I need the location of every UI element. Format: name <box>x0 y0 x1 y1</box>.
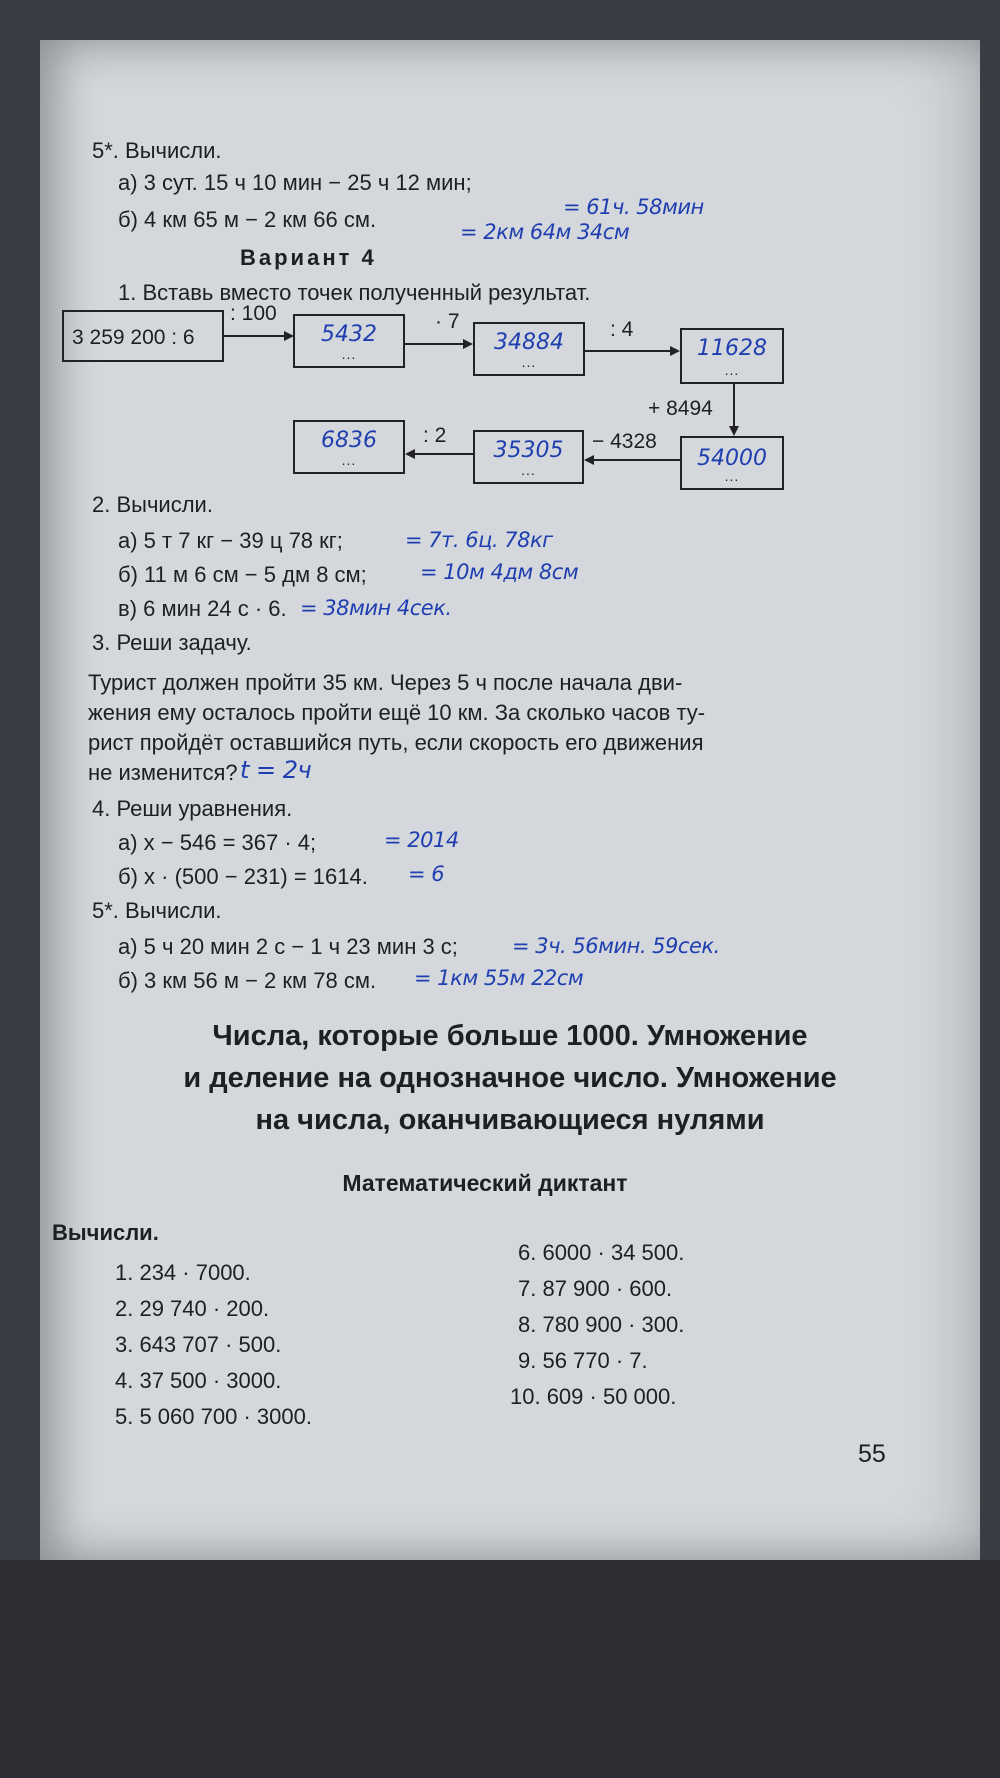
top-exercise-header: 5*. Вычисли. <box>92 138 222 163</box>
dictation-item-9: 9. 56 770 · 7. <box>518 1348 648 1373</box>
section-title-line1: Числа, которые больше 1000. Умножение <box>212 1020 808 1052</box>
dictation-item-7: 7. 87 900 · 600. <box>518 1276 673 1301</box>
start-expression: 3 259 200 : 6 <box>72 326 195 349</box>
result-box-2-dots: ... <box>521 354 537 370</box>
op-divide-2: : 2 <box>423 424 447 447</box>
section-title-line3: на числа, оканчивающиеся нулями <box>255 1104 765 1136</box>
dictation-item-10: 10. 609 · 50 000. <box>510 1384 677 1409</box>
dictation-instruction: Вычисли. <box>52 1220 159 1245</box>
result-box-2-value: 34884 <box>494 330 564 355</box>
result-box-4-value: 54000 <box>697 446 767 471</box>
task2-header: 2. Вычисли. <box>92 492 213 517</box>
dictation-item-8: 8. 780 900 · 300. <box>518 1312 685 1337</box>
arrow-5 <box>584 454 680 466</box>
dictation-item-4: 4. 37 500 · 3000. <box>115 1368 282 1393</box>
result-box-6-value: 6836 <box>321 428 377 453</box>
task4-a-answer: = 2014 <box>384 828 459 852</box>
task3-header: 3. Реши задачу. <box>92 630 252 655</box>
top-exercise-b-answer: = 2км 64м 34см <box>460 220 630 244</box>
task4-header: 4. Реши уравнения. <box>92 796 293 821</box>
task4-b-answer: = 6 <box>408 862 445 886</box>
top-exercise-b: б) 4 км 65 м − 2 км 66 см. <box>118 207 377 232</box>
task2-a-answer: = 7т. 6ц. 78кг <box>405 528 553 552</box>
task5-b: б) 3 км 56 м − 2 км 78 см. <box>118 968 377 993</box>
result-box-5 <box>473 430 584 484</box>
task5-a-answer: = 3ч. 56мин. 59сек. <box>512 934 720 958</box>
task3-line4: не изменится? <box>88 760 238 785</box>
result-box-6-dots: ... <box>341 452 357 468</box>
result-box-1-dots: ... <box>341 346 357 362</box>
task4-b: б) x · (500 − 231) = 1614. <box>118 864 368 889</box>
task3-line1: Турист должен пройти 35 км. Через 5 ч после начала дви- <box>88 670 683 695</box>
section-title-line2: и деление на однозначное число. Умножение <box>183 1062 837 1094</box>
background-surface <box>0 1560 1000 1778</box>
dictation-item-5: 5. 5 060 700 · 3000. <box>115 1404 312 1429</box>
arrow-4 <box>728 384 740 436</box>
op-subtract-4328: − 4328 <box>592 430 657 453</box>
result-box-6 <box>293 420 405 474</box>
dictation-title: Математический диктант <box>342 1170 628 1196</box>
result-box-5-value: 35305 <box>493 438 564 463</box>
task2-a: а) 5 т 7 кг − 39 ц 78 кг; <box>118 528 343 553</box>
task2-c: в) 6 мин 24 с · 6. <box>118 596 287 621</box>
op-add-8494: + 8494 <box>648 397 713 420</box>
result-box-4-dots: ... <box>724 468 740 484</box>
task4-a: а) x − 546 = 367 · 4; <box>118 830 317 855</box>
dictation-item-6: 6. 6000 · 34 500. <box>518 1240 685 1265</box>
dictation-item-3: 3. 643 707 · 500. <box>115 1332 282 1357</box>
result-box-3 <box>680 328 784 384</box>
task3-line2: жения ему осталось пройти ещё 10 км. За сколько часов ту- <box>88 700 706 725</box>
task5-header: 5*. Вычисли. <box>92 898 222 923</box>
dictation-item-2: 2. 29 740 · 200. <box>115 1296 270 1321</box>
top-exercise-a-answer: = 61ч. 58мин <box>563 195 704 219</box>
task5-b-answer: = 1км 55м 22см <box>414 966 584 990</box>
op-divide-100: : 100 <box>230 302 277 325</box>
task2-b: б) 11 м 6 см − 5 дм 8 см; <box>118 562 367 587</box>
task3-answer: t = 2ч <box>240 756 312 784</box>
top-exercise-a: а) 3 сут. 15 ч 10 мин − 25 ч 12 мин; <box>118 170 472 195</box>
result-box-3-dots: ... <box>724 362 740 378</box>
task2-b-answer: = 10м 4дм 8см <box>420 560 579 584</box>
variant-title: Вариант 4 <box>240 245 377 270</box>
arrow-3 <box>585 345 680 357</box>
task3-line3: рист пройдёт оставшийся путь, если скорость его движения <box>88 730 704 755</box>
result-box-3-value: 11628 <box>697 336 767 361</box>
result-box-2 <box>473 322 585 376</box>
arrow-1 <box>224 330 294 342</box>
result-box-4 <box>680 436 784 490</box>
dictation-item-1: 1. 234 · 7000. <box>115 1260 251 1285</box>
arrow-2 <box>405 338 473 350</box>
result-box-5-dots: ... <box>521 462 536 478</box>
page-number: 55 <box>858 1440 886 1468</box>
op-divide-4: : 4 <box>610 318 634 341</box>
arrow-6 <box>405 448 473 460</box>
result-box-1-value: 5432 <box>321 322 377 347</box>
task1-text: 1. Вставь вместо точек полученный результат. <box>118 280 591 305</box>
task5-a: а) 5 ч 20 мин 2 с − 1 ч 23 мин 3 с; <box>118 934 458 959</box>
op-multiply-7: · 7 <box>435 310 460 333</box>
workbook-page <box>40 40 980 1560</box>
task2-c-answer: = 38мин 4сек. <box>300 596 452 620</box>
start-box <box>62 310 224 362</box>
result-box-1 <box>293 314 405 368</box>
